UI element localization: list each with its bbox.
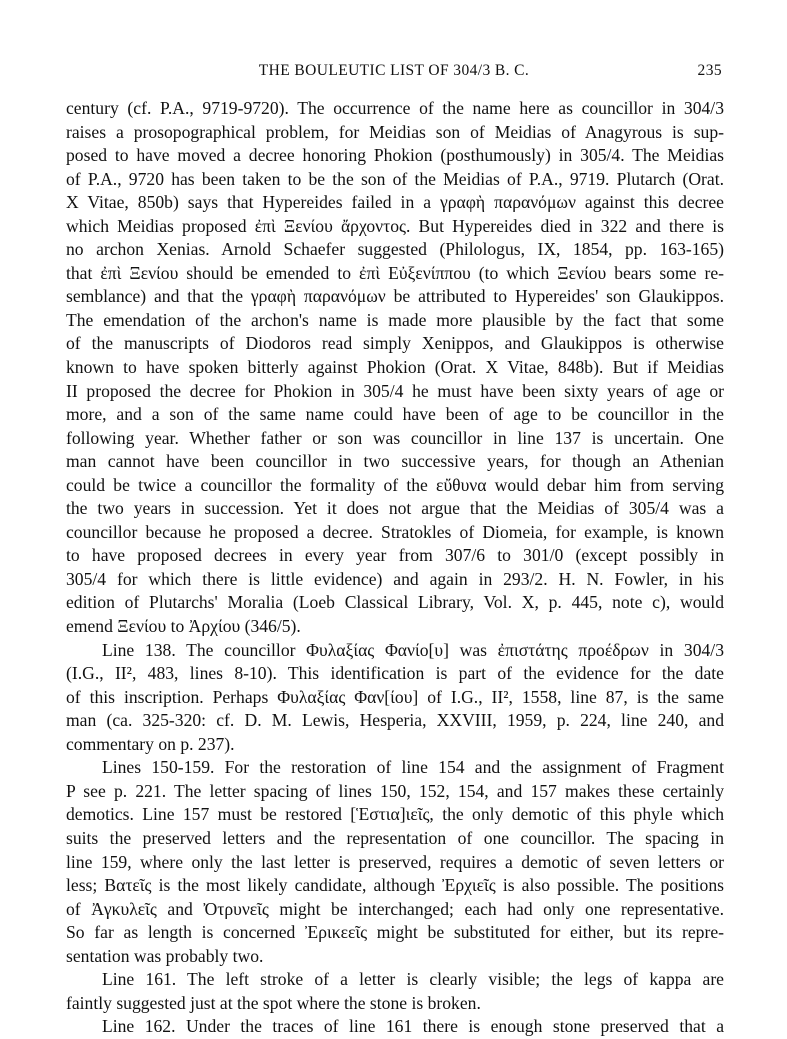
text-line: century (cf. P.A., 9719-9720). The occurrence of the name here as councillor in 304/3: [66, 98, 724, 118]
text-line: faintly suggested just at the spot where the stone is broken.: [66, 992, 481, 1013]
paragraph-meidias: [66, 97, 724, 639]
text-line: raises a prosopographical problem, for Meidias son of Meidias of Anagyrous is sup-: [66, 121, 724, 142]
text-line: II proposed the decree for Phokion in 305/4 he must have been sixty years of age or: [66, 380, 724, 401]
running-title: THE BOULEUTIC LIST OF 304/3 B. C.: [258, 62, 530, 79]
paragraph-lines-150-159: [66, 756, 724, 968]
article-body: [66, 97, 724, 1039]
paragraph-line-161: [66, 968, 724, 1015]
text-line: of this inscription. Perhaps Φυλαξίας Φαν[ίου] of I.G., II², 1558, line 87, is the same: [66, 686, 724, 707]
text-line: edition of Plutarchs' Moralia (Loeb Classical Library, Vol. X, p. 445, note c), would: [66, 592, 724, 613]
text-line: could be twice a councillor the formality of the εὔθυνα would debar him from serving: [66, 474, 724, 495]
text-line: councillor because he proposed a decree. Stratokles of Diomeia, for example, is known: [66, 521, 724, 542]
page-number: 235: [697, 62, 722, 79]
text-line: which Meidias proposed ἐπὶ Ξενίου ἄρχοντος. But Hypereides died in 322 and there is: [66, 215, 724, 236]
text-line: Lines 150-159. For the restoration of line 154 and the assignment of Fragment: [102, 757, 724, 778]
text-line: man cannot have been councillor in two successive years, for though an Athenian: [66, 451, 724, 472]
text-line: line 159, where only the last letter is preserved, requires a demotic of seven letters or: [66, 851, 724, 872]
text-line: to have proposed decrees in every year from 307/6 to 301/0 (except possibly in: [66, 545, 724, 566]
text-line: X Vitae, 850b) says that Hypereides failed in a γραφὴ παρανόμων against this decree: [66, 192, 724, 213]
text-line: that ἐπὶ Ξενίου should be emended to ἐπὶ Εὐξενίππου (to which Ξενίου bears some re-: [66, 262, 724, 283]
text-line: of Ἀγκυλεῖς and Ὀτρυνεῖς might be interchanged; each had only one representative.: [66, 898, 724, 919]
text-line: commentary on p. 237).: [66, 733, 235, 754]
text-line: of the manuscripts of Diodoros read simply Xenippos, and Glaukippos is otherwise: [66, 333, 724, 354]
text-line: suits the preserved letters and the representation of one councillor. The spacing in: [66, 827, 724, 848]
text-line: the two years in succession. Yet it does not argue that the Meidias of 305/4 was a: [66, 498, 724, 519]
text-line: less; Βατεῖς is the most likely candidate, although Ἐρχιεῖς is also possible. The positions: [66, 875, 724, 896]
text-line: known to have spoken bitterly against Phokion (Orat. X Vitae, 848b). But if Meidias: [66, 357, 724, 378]
text-line: demotics. Line 157 must be restored [Ἑστια]ιεῖς, the only demotic of this phyle which: [66, 804, 724, 825]
paragraph-line-162: [66, 1015, 724, 1039]
text-line: no archon Xenias. Arnold Schaefer suggested (Philologus, IX, 1854, pp. 163-165): [66, 239, 724, 260]
text-line: So far as length is concerned Ἐρικεεῖς might be substituted for either, but its repre-: [66, 922, 724, 943]
text-line: 305/4 for which there is little evidence) and again in 293/2. H. N. Fowler, in his: [66, 568, 724, 589]
text-line: semblance) and that the γραφὴ παρανόμων be attributed to Hypereides' son Glaukippos.: [66, 286, 724, 307]
text-line: of P.A., 9720 has been taken to be the son of the Meidias of P.A., 9719. Plutarch (Orat.: [66, 168, 724, 189]
text-line: man (ca. 325-320: cf. D. M. Lewis, Hesperia, XXVIII, 1959, p. 224, line 240, and: [66, 710, 724, 731]
text-line: emend Ξενίου to Ἀρχίου (346/5).: [66, 616, 301, 637]
text-line: posed to have moved a decree honoring Phokion (posthumously) in 305/4. The Meidias: [66, 145, 724, 166]
text-line: following year. Whether father or son was councillor in line 137 is uncertain. One: [66, 427, 724, 448]
running-header: [66, 62, 722, 84]
text-line: Line 138. The councillor Φυλαξίας Φανίο[υ] was ἐπιστάτης προέδρων in 304/3: [102, 639, 724, 660]
text-line: sentation was probably two.: [66, 945, 264, 966]
text-line: Line 162. Under the traces of line 161 there is enough stone preserved that a: [102, 1016, 724, 1037]
text-line: The emendation of the archon's name is made more plausible by the fact that some: [66, 309, 724, 330]
text-line: more, and a son of the same name could have been of age to be councillor in the: [66, 404, 724, 425]
text-line: (I.G., II², 483, lines 8-10). This identification is part of the evidence for the date: [66, 663, 724, 684]
text-line: Line 161. The left stroke of a letter is clearly visible; the legs of kappa are: [102, 969, 724, 990]
text-line: P see p. 221. The letter spacing of lines 150, 152, 154, and 157 makes these certainly: [66, 780, 724, 801]
paragraph-line-138: [66, 639, 724, 757]
